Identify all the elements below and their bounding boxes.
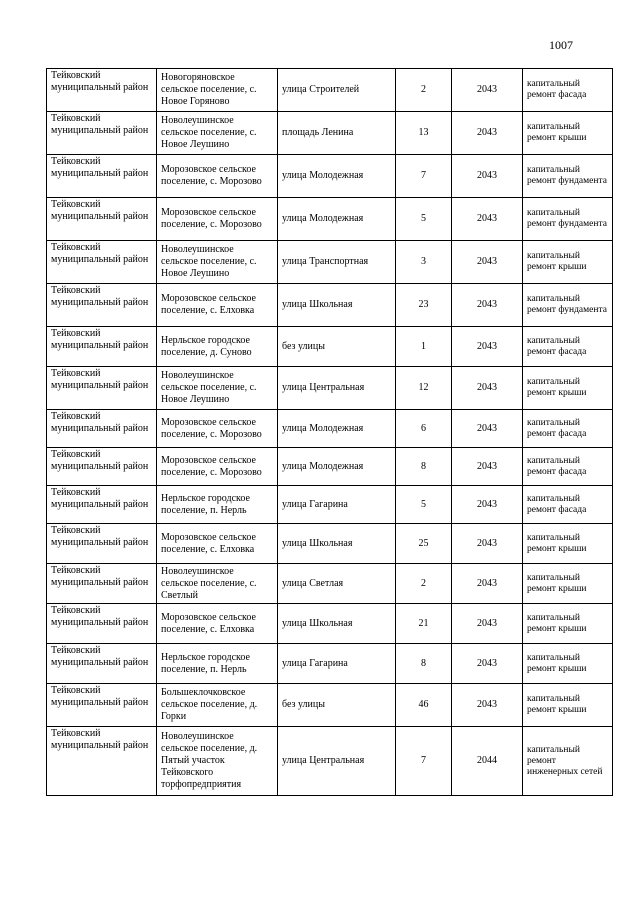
- year-cell: 2043: [452, 367, 523, 410]
- year-cell: 2044: [452, 727, 523, 796]
- house-number-cell: 5: [396, 198, 452, 241]
- house-number-cell: 6: [396, 410, 452, 448]
- table-row: [47, 241, 613, 284]
- district-cell: Тейковский муниципальный район: [47, 644, 157, 684]
- house-number-cell: 1: [396, 327, 452, 367]
- year-cell: 2043: [452, 69, 523, 112]
- table-row: [47, 524, 613, 564]
- street-cell: улица Гагарина: [278, 644, 396, 684]
- district-cell: Тейковский муниципальный район: [47, 69, 157, 112]
- district-cell: Тейковский муниципальный район: [47, 155, 157, 198]
- street-cell: улица Центральная: [278, 367, 396, 410]
- year-cell: 2043: [452, 284, 523, 327]
- year-cell: 2043: [452, 410, 523, 448]
- settlement-cell: Морозовское сельское поселение, с. Морозово: [157, 448, 278, 486]
- house-number-cell: 3: [396, 241, 452, 284]
- street-cell: улица Центральная: [278, 727, 396, 796]
- house-number-cell: 7: [396, 727, 452, 796]
- year-cell: 2043: [452, 564, 523, 604]
- street-cell: площадь Ленина: [278, 112, 396, 155]
- year-cell: 2043: [452, 448, 523, 486]
- work-type-cell: капитальный ремонт крыши: [523, 604, 613, 644]
- work-type-cell: капитальный ремонт крыши: [523, 241, 613, 284]
- district-cell: Тейковский муниципальный район: [47, 367, 157, 410]
- street-cell: улица Гагарина: [278, 486, 396, 524]
- street-cell: без улицы: [278, 684, 396, 727]
- house-number-cell: 8: [396, 448, 452, 486]
- settlement-cell: Морозовское сельское поселение, с. Елховка: [157, 524, 278, 564]
- table-row: [47, 112, 613, 155]
- district-cell: Тейковский муниципальный район: [47, 241, 157, 284]
- settlement-cell: Новолеушинское сельское поселение, с. Новое Леушино: [157, 112, 278, 155]
- street-cell: улица Школьная: [278, 524, 396, 564]
- district-cell: Тейковский муниципальный район: [47, 727, 157, 796]
- settlement-cell: Морозовское сельское поселение, с. Елховка: [157, 284, 278, 327]
- house-number-cell: 23: [396, 284, 452, 327]
- street-cell: улица Молодежная: [278, 198, 396, 241]
- work-type-cell: капитальный ремонт фасада: [523, 486, 613, 524]
- table-row: [47, 155, 613, 198]
- street-cell: улица Строителей: [278, 69, 396, 112]
- district-cell: Тейковский муниципальный район: [47, 112, 157, 155]
- settlement-cell: Морозовское сельское поселение, с. Морозово: [157, 410, 278, 448]
- table-row: [47, 410, 613, 448]
- work-type-cell: капитальный ремонт крыши: [523, 524, 613, 564]
- street-cell: улица Молодежная: [278, 155, 396, 198]
- work-type-cell: капитальный ремонт крыши: [523, 644, 613, 684]
- street-cell: улица Школьная: [278, 604, 396, 644]
- table-row: [47, 448, 613, 486]
- year-cell: 2043: [452, 155, 523, 198]
- house-number-cell: 21: [396, 604, 452, 644]
- settlement-cell: Новогоряновское сельское поселение, с. Новое Горяново: [157, 69, 278, 112]
- work-type-cell: капитальный ремонт крыши: [523, 564, 613, 604]
- table-row: [47, 327, 613, 367]
- work-type-cell: капитальный ремонт фасада: [523, 410, 613, 448]
- year-cell: 2043: [452, 684, 523, 727]
- table-row: [47, 367, 613, 410]
- table-row: [47, 198, 613, 241]
- work-type-cell: капитальный ремонт фасада: [523, 448, 613, 486]
- work-type-cell: капитальный ремонт фасада: [523, 69, 613, 112]
- table-row: [47, 684, 613, 727]
- year-cell: 2043: [452, 112, 523, 155]
- street-cell: улица Светлая: [278, 564, 396, 604]
- house-number-cell: 5: [396, 486, 452, 524]
- house-number-cell: 12: [396, 367, 452, 410]
- street-cell: улица Школьная: [278, 284, 396, 327]
- settlement-cell: Морозовское сельское поселение, с. Морозово: [157, 155, 278, 198]
- house-number-cell: 25: [396, 524, 452, 564]
- table-row: [47, 644, 613, 684]
- settlement-cell: Новолеушинское сельское поселение, д. Пятый участок Тейковского торфопредприятия: [157, 727, 278, 796]
- district-cell: Тейковский муниципальный район: [47, 604, 157, 644]
- table-row: [47, 727, 613, 796]
- settlement-cell: Нерльское городское поселение, п. Нерль: [157, 644, 278, 684]
- work-type-cell: капитальный ремонт фундамента: [523, 284, 613, 327]
- house-number-cell: 7: [396, 155, 452, 198]
- district-cell: Тейковский муниципальный район: [47, 564, 157, 604]
- year-cell: 2043: [452, 524, 523, 564]
- house-number-cell: 13: [396, 112, 452, 155]
- work-type-cell: капитальный ремонт фундамента: [523, 198, 613, 241]
- house-number-cell: 2: [396, 564, 452, 604]
- table-row: [47, 604, 613, 644]
- work-type-cell: капитальный ремонт инженерных сетей: [523, 727, 613, 796]
- district-cell: Тейковский муниципальный район: [47, 684, 157, 727]
- settlement-cell: Новолеушинское сельское поселение, с. Светлый: [157, 564, 278, 604]
- work-type-cell: капитальный ремонт крыши: [523, 112, 613, 155]
- work-type-cell: капитальный ремонт крыши: [523, 367, 613, 410]
- table-row: [47, 486, 613, 524]
- house-number-cell: 8: [396, 644, 452, 684]
- street-cell: улица Молодежная: [278, 448, 396, 486]
- table-row: [47, 284, 613, 327]
- street-cell: без улицы: [278, 327, 396, 367]
- settlement-cell: Новолеушинское сельское поселение, с. Новое Леушино: [157, 367, 278, 410]
- settlement-cell: Нерльское городское поселение, д. Суново: [157, 327, 278, 367]
- street-cell: улица Транспортная: [278, 241, 396, 284]
- repair-schedule-table: [46, 68, 613, 796]
- page-number: 1007: [549, 38, 573, 52]
- year-cell: 2043: [452, 644, 523, 684]
- street-cell: улица Молодежная: [278, 410, 396, 448]
- table-row: [47, 564, 613, 604]
- year-cell: 2043: [452, 604, 523, 644]
- district-cell: Тейковский муниципальный район: [47, 198, 157, 241]
- house-number-cell: 2: [396, 69, 452, 112]
- year-cell: 2043: [452, 486, 523, 524]
- district-cell: Тейковский муниципальный район: [47, 524, 157, 564]
- settlement-cell: Морозовское сельское поселение, с. Елховка: [157, 604, 278, 644]
- settlement-cell: Нерльское городское поселение, п. Нерль: [157, 486, 278, 524]
- year-cell: 2043: [452, 198, 523, 241]
- settlement-cell: Новолеушинское сельское поселение, с. Новое Леушино: [157, 241, 278, 284]
- district-cell: Тейковский муниципальный район: [47, 327, 157, 367]
- work-type-cell: капитальный ремонт фасада: [523, 327, 613, 367]
- district-cell: Тейковский муниципальный район: [47, 284, 157, 327]
- district-cell: Тейковский муниципальный район: [47, 410, 157, 448]
- work-type-cell: капитальный ремонт крыши: [523, 684, 613, 727]
- district-cell: Тейковский муниципальный район: [47, 448, 157, 486]
- house-number-cell: 46: [396, 684, 452, 727]
- year-cell: 2043: [452, 241, 523, 284]
- table-row: [47, 69, 613, 112]
- settlement-cell: Большеклочковское сельское поселение, д. Горки: [157, 684, 278, 727]
- district-cell: Тейковский муниципальный район: [47, 486, 157, 524]
- work-type-cell: капитальный ремонт фундамента: [523, 155, 613, 198]
- year-cell: 2043: [452, 327, 523, 367]
- settlement-cell: Морозовское сельское поселение, с. Морозово: [157, 198, 278, 241]
